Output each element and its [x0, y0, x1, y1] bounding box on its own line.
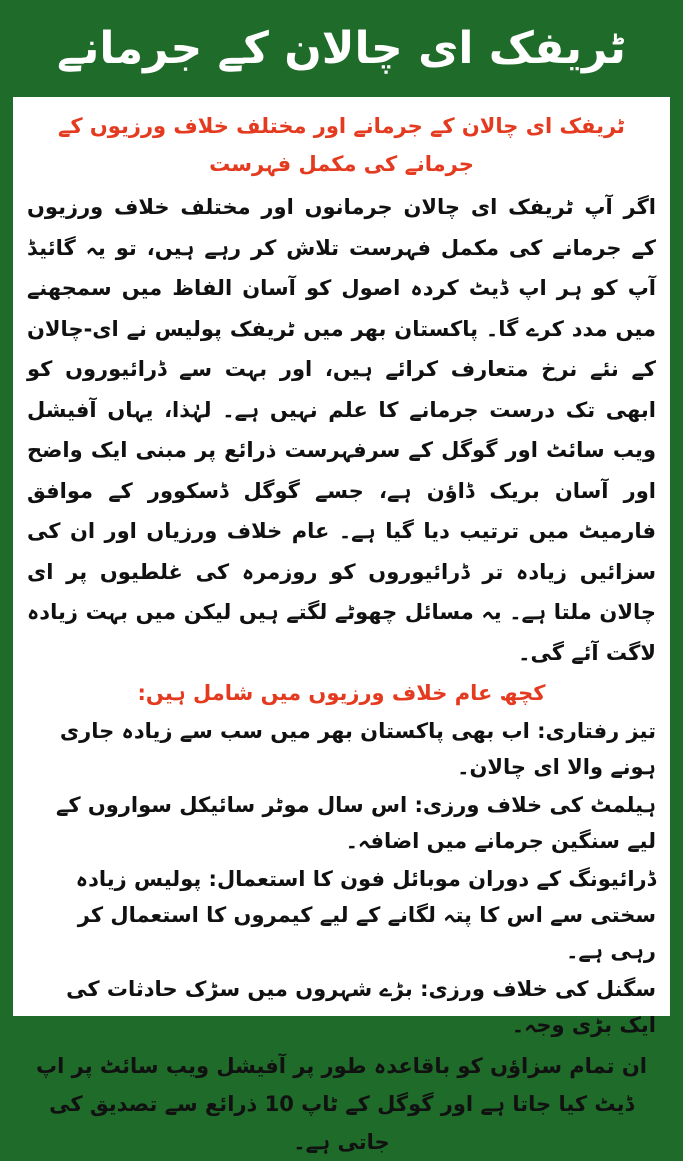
violations-heading: کچھ عام خلاف ورزیوں میں شامل ہیں: — [137, 681, 546, 705]
violation-item-signal: سگنل کی خلاف ورزی: بڑے شہروں میں سڑک حادثات کی ایک بڑی وجہ۔ — [66, 977, 656, 1037]
article-subtitle: ٹریفک ای چالان کے جرمانے اور مختلف خلاف ورزیوں کے جرمانے کی مکمل فہرست — [58, 114, 625, 176]
violation-item-speeding: تیز رفتاری: اب بھی پاکستان بھر میں سب سے زیادہ جاری ہونے والا ای چالان۔ — [59, 719, 656, 779]
closing-paragraph: ان تمام سزاؤں کو باقاعدہ طور پر آفیشل ویب سائٹ پر اپ ڈیٹ کیا جاتا ہے اور گوگل کے ٹاپ 10 ذرائع سے تصدیق کی جاتی ہے۔ — [36, 1054, 647, 1154]
intro-paragraph: اگر آپ ٹریفک ای چالان جرمانوں اور مختلف خلاف ورزیوں کے جرمانے کی مکمل فہرست تلاش کر رہے ہیں، تو یہ گائیڈ آپ کو ہر اپ ڈیٹ کردہ اصول کو آسان الفاظ میں سمجھنے میں مدد کرے گا۔ پاکستان بھر میں ٹریفک پولیس نے ای-چالان کے نئے نرخ متعارف کرائے ہیں، اور بہت سے ڈرائیوروں کو ابھی تک درست جرمانے کا علم نہیں ہے۔ لہٰذا، یہاں آفیشل ویب سائٹ اور گوگل کے سرفہرست ذرائع پر مبنی ایک واضح اور آسان بریک ڈاؤن ہے، جسے گوگل ڈسکوور کے موافق فارمیٹ میں ترتیب دیا گیا ہے۔ عام خلاف ورزیاں اور ان کی سزائیں زیادہ تر ڈرائیوروں کو روزمرہ کی غلطیوں پر ای چالان ملتا ہے۔ یہ مسائل چھوٹے لگتے ہیں لیکن میں بہت زیادہ لاگت آئے گی۔ — [27, 195, 656, 665]
content-panel — [13, 97, 670, 1154]
violation-item-mobile-phone: ڈرائیونگ کے دوران موبائل فون کا استعمال: پولیس زیادہ سختی سے اس کا پتہ لگانے کے لیے کیمروں کا استعمال کر رہی ہے۔ — [75, 867, 656, 963]
violation-item-helmet: ہیلمٹ کی خلاف ورزی: اس سال موٹر سائیکل سواروں کے لیے سنگین جرمانے میں اضافہ۔ — [56, 793, 656, 853]
header-banner — [0, 0, 683, 97]
page-title: ٹریفک ای چالان کے جرمانے — [57, 22, 626, 74]
